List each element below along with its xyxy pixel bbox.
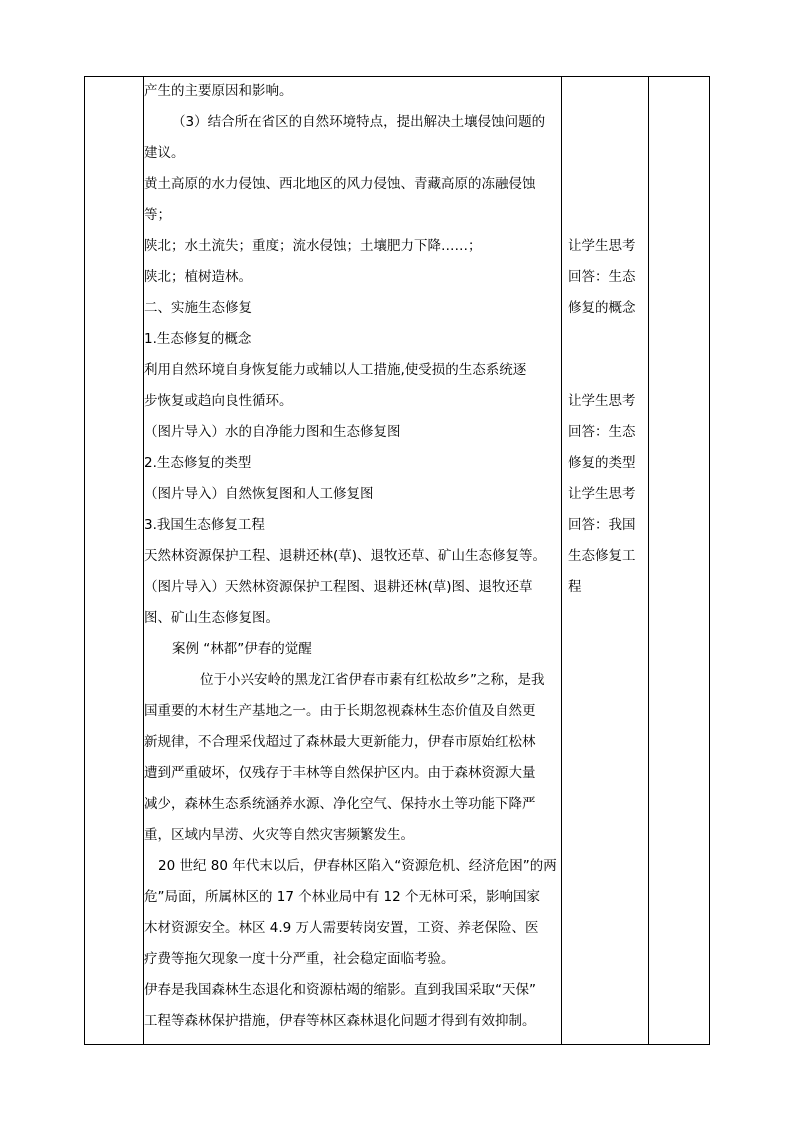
content-line: （图片导入）自然恢复图和人工修复图 [144,486,374,502]
content-line: 图、矿山生态修复图。 [144,610,279,626]
content-line: 等； [144,207,171,223]
activity-line: 回答：生态 [568,424,636,440]
case-paragraph-line: 遭到严重破坏，仅残存于丰林等自然保护区内。由于森林资源大量 [144,765,536,781]
activity-line: 修复的概念 [568,300,636,316]
activity-line: 让学生思考 [568,486,636,502]
case-paragraph-line: 疗费等拖欠现象一度十分严重，社会稳定面临考验。 [144,951,455,967]
content-line: 黄土高原的水力侵蚀、西北地区的风力侵蚀、青藏高原的冻融侵蚀 [144,176,536,192]
table-border-right [709,77,710,1044]
case-paragraph-line: 危”局面，所属林区的 17 个林业局中有 12 个无林可采，影响国家 [144,889,541,905]
case-title: 案例 “林都”伊春的觉醒 [172,641,312,657]
content-line: 产生的主要原因和影响。 [144,83,293,99]
activity-line: 生态修复工 [568,548,636,564]
column-divider-2 [561,77,562,1044]
section-heading: 二、实施生态修复 [144,300,252,316]
activity-line: 修复的类型 [568,455,636,471]
content-line: （3）结合所在省区的自然环境特点，提出解决土壤侵蚀问题的 [172,114,546,130]
activity-line: 让学生思考 [568,238,636,254]
case-paragraph-line: 减少，森林生态系统涵养水源、净化空气、保持水土等功能下降严 [144,796,536,812]
subsection-heading: 3.我国生态修复工程 [144,517,265,533]
case-paragraph-line: 新规律，不合理采伐超过了森林最大更新能力，伊春市原始红松林 [144,734,536,750]
activity-line: 让学生思考 [568,393,636,409]
content-line: 天然林资源保护工程、退耕还林(草)、退牧还草、矿山生态修复等。 [144,548,547,564]
activity-line: 回答：我国 [568,517,636,533]
case-paragraph-line: 木材资源安全。林区 4.9 万人需要转岗安置，工资、养老保险、医 [144,920,539,936]
case-paragraph-line: 20 世纪 80 年代末以后，伊春林区陷入“资源危机、经济危困”的两 [158,858,557,874]
content-line: （图片导入）天然林资源保护工程图、退耕还林(草)图、退牧还草 [144,579,533,595]
content-line: 步恢复或趋向良性循环。 [144,393,293,409]
content-line: 建议。 [144,145,185,161]
column-divider-3 [648,77,649,1044]
case-paragraph-line: 国重要的木材生产基地之一。由于长期忽视森林生态价值及自然更 [144,703,536,719]
case-paragraph-line: 伊春是我国森林生态退化和资源枯竭的缩影。直到我国采取“天保” [144,982,536,998]
lesson-table [84,76,710,1045]
case-paragraph-line: 工程等森林保护措施，伊春等林区森林退化问题才得到有效抑制。 [144,1013,536,1029]
content-line: （图片导入）水的自净能力图和生态修复图 [144,424,401,440]
table-border-left [84,77,85,1044]
activity-line: 回答：生态 [568,269,636,285]
content-line: 陕北；水土流失；重度；流水侵蚀；土壤肥力下降……； [144,238,482,254]
case-paragraph-line: 位于小兴安岭的黑龙江省伊春市素有红松故乡”之称，是我 [200,672,545,688]
subsection-heading: 1.生态修复的概念 [144,331,252,347]
content-line: 陕北；植树造林。 [144,269,252,285]
subsection-heading: 2.生态修复的类型 [144,455,252,471]
content-line: 利用自然环境自身恢复能力或辅以人工措施,使受损的生态系统逐 [144,362,527,378]
case-paragraph-line: 重，区域内旱涝、火灾等自然灾害频繁发生。 [144,827,414,843]
activity-line: 程 [568,579,582,595]
